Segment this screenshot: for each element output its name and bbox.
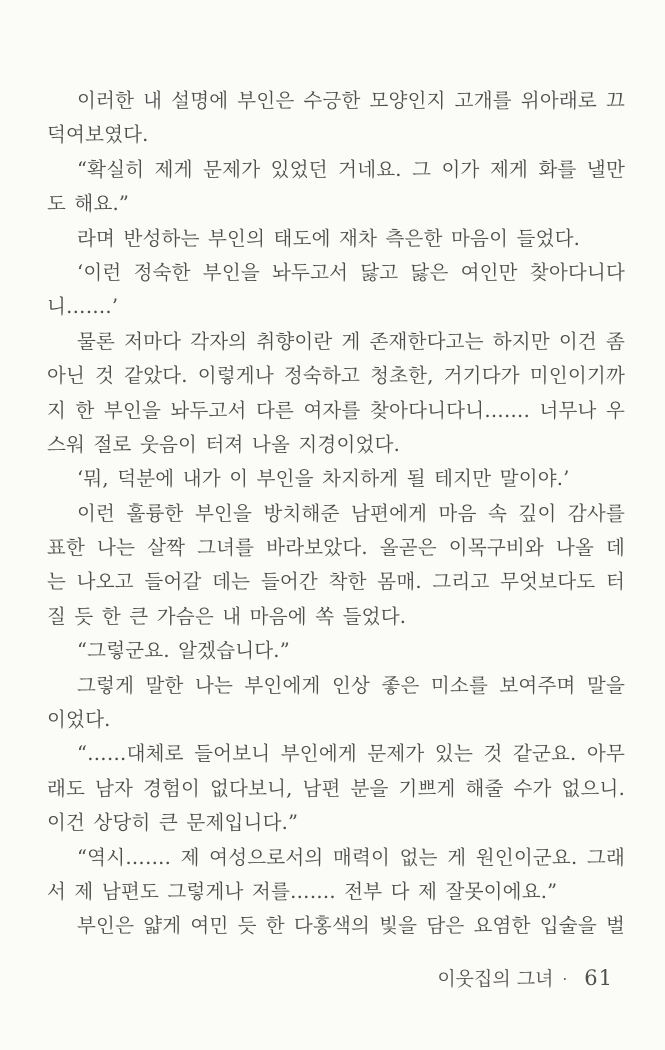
body-text <box>47 84 625 944</box>
text-line: 이었다. <box>47 708 111 732</box>
text-line: “……대체로 들어보니 부인에게 문제가 있는 것 같군요. 아무 <box>77 742 625 766</box>
text-line: 표한 나는 살짝 그녀를 바라보았다. 올곧은 이목구비와 나올 데 <box>47 536 625 560</box>
text-line: 덕여보였다. <box>47 123 149 147</box>
text-line: 이런 훌륭한 부인을 방치해준 남편에게 마음 속 깊이 감사를 <box>77 501 625 525</box>
text-line: “그렇군요. 알겠습니다.” <box>77 639 290 663</box>
text-line: 그렇게 말한 나는 부인에게 인상 좋은 미소를 보여주며 말을 <box>77 673 625 697</box>
text-line: “확실히 제게 문제가 있었던 거네요. 그 이가 제게 화를 낼만 <box>77 157 625 181</box>
text-line: 니…….’ <box>47 295 119 319</box>
text-line: 이러한 내 설명에 부인은 수긍한 모양인지 고개를 위아래로 끄 <box>77 89 625 112</box>
text-line: 부인은 얇게 여민 듯 한 다홍색의 빛을 담은 요염한 입술을 벌 <box>77 914 625 938</box>
text-line: 서 제 남편도 그렇게나 저를……. 전부 다 제 잘못이에요.” <box>47 879 558 903</box>
text-line: 아닌 것 같았다. 이렇게나 정숙하고 청초한, 거기다가 미인이기까 <box>47 364 625 388</box>
text-line: 라며 반성하는 부인의 태도에 재차 측은한 마음이 들었다. <box>77 226 581 250</box>
text-line: 스워 절로 웃음이 터져 나올 지경이었다. <box>47 432 400 456</box>
text-line: 도 해요.” <box>47 192 130 216</box>
text-line: 래도 남자 경험이 없다보니, 남편 분을 기쁘게 해줄 수가 없으니. <box>47 776 625 800</box>
text-line: 질 듯 한 큰 가슴은 내 마음에 쏙 들었다. <box>47 604 407 628</box>
text-line: “역시……. 제 여성으로서의 매력이 없는 게 원인이군요. 그래 <box>77 845 625 869</box>
text-line: 지 한 부인을 놔두고서 다른 여자를 찾아다니다니……. 너무나 우 <box>47 398 625 422</box>
text-line: 는 나오고 들어갈 데는 들어간 착한 몸매. 그리고 무엇보다도 터 <box>47 570 625 594</box>
text-line: ‘이런 정숙한 부인을 놔두고서 닳고 닳은 여인만 찾아다니다 <box>77 260 625 284</box>
text-line: 이건 상당히 큰 문제입니다.” <box>47 811 299 835</box>
text-line: ‘뭐, 덕분에 내가 이 부인을 차지하게 될 테지만 말이야.’ <box>77 467 570 491</box>
text-line: 물론 저마다 각자의 취향이란 게 존재한다고는 하지만 이건 좀 <box>77 329 625 353</box>
running-title: 이웃집의 그녀 <box>437 968 554 990</box>
page-number: 61 <box>584 966 613 990</box>
footer-separator-dot: · <box>562 970 568 988</box>
page-footer <box>437 963 613 993</box>
